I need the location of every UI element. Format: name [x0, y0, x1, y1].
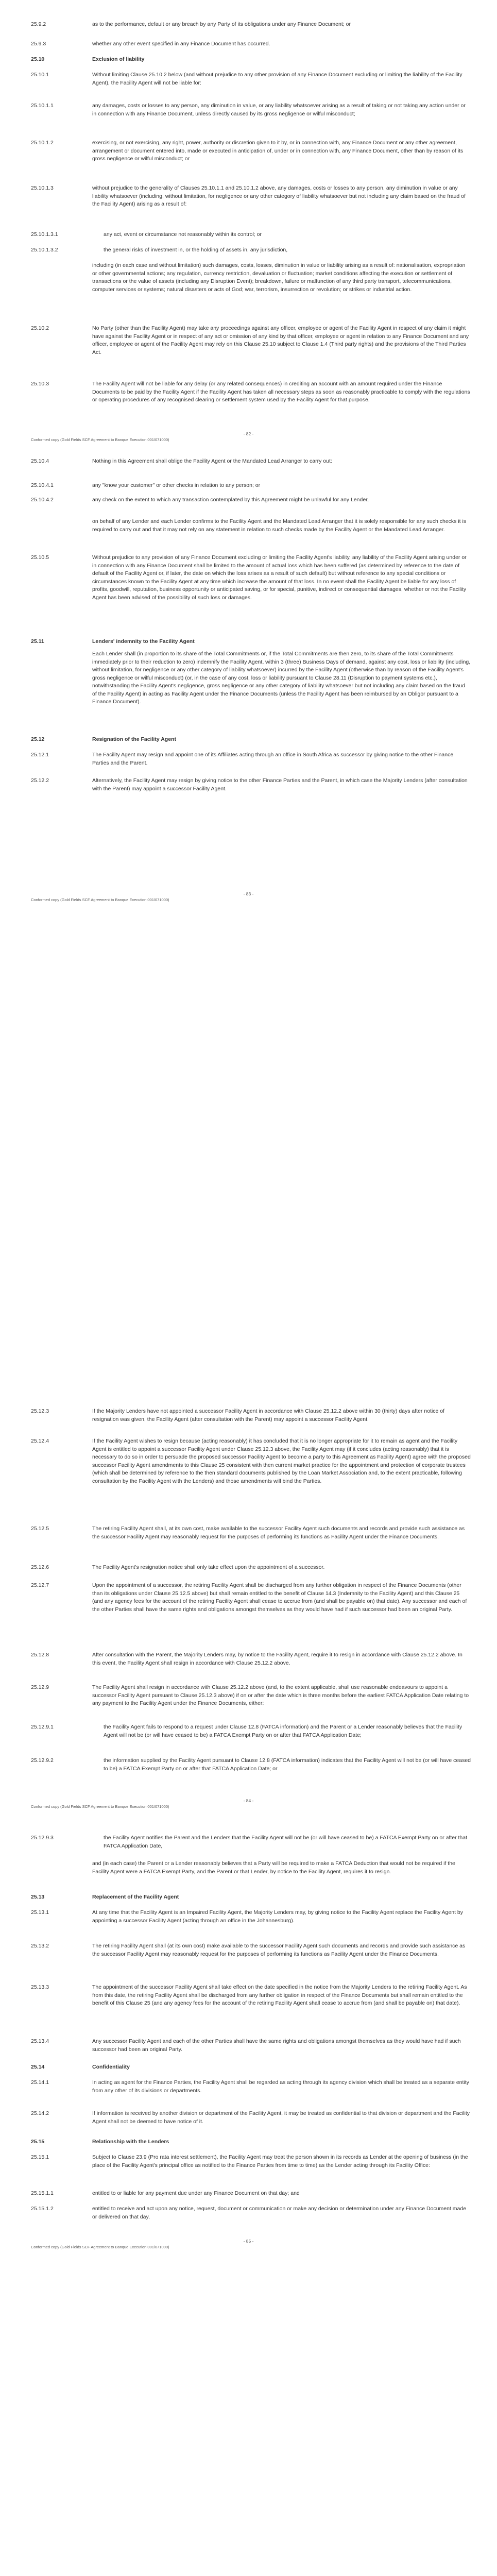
clause-text: the Facility Agent fails to respond to a request under Clause 12.8 (FATCA information) and the Parent or a Lender reasonably believes that the Facility Agent will not be (or will have ceased to be) a FATCA Exempt Party on or after that FATCA Application Date; [104, 1724, 462, 1738]
clause-text: as to the performance, default or any breach by any Party of its obligations under any Finance Document; or [92, 21, 351, 27]
page-number: - 84 - [243, 1798, 254, 1803]
clause-text: the Facility Agent notifies the Parent and the Lenders that the Facility Agent will not be (or will have ceased to be) a FATCA Exempt Party on or after that FATCA Application Date, [104, 1835, 468, 1849]
clause-text: Upon the appointment of a successor, the retiring Facility Agent shall be discharged from any further obligation in respect of the Finance Documents (other than its obligations under Clause 25.12.5 above) but shall remain entitled to the benefit of Clause 14.3 (Indemnity to the Facility Agent) and this Clause 25 (and any agency fees for the account of the retiring Facility Agent shall cease to accrue from (and shall be payable on) that date). Any successor and each of the other Parties shall have the same rights and obligations amongst themselves as they would have had if such successor had been an original Party. [92, 1582, 467, 1613]
clause-text: entitled to or liable for any payment due under any Finance Document on that day; and [92, 2190, 300, 2196]
clause-number: 25.12.6 [31, 1564, 49, 1570]
clause-text: After consultation with the Parent, the Majority Lenders may, by notice to the Facility Agent, require it to resign in accordance with Clause 25.12.2 above. In this event, the Facility Agent shall resign in accordance with Clause 25.12.2 above. [92, 1652, 462, 1666]
clause-number: 25.10.5 [31, 554, 49, 561]
clause-text: any check on the extent to which any transaction contemplated by this Agreement might be unlawful for any Lender, [92, 497, 369, 503]
clause-text: any act, event or circumstance not reasonably within its control; or [104, 231, 262, 238]
clause-text: The Facility Agent's resignation notice shall only take effect upon the appointment of a successor. [92, 1564, 325, 1570]
clause-text: At any time that the Facility Agent is an Impaired Facility Agent, the Majority Lenders may, by giving notice to the Facility Agent replace the Facility Agent by appointing a successor Facility Agent (acting through an office in the Johannesburg). [92, 1909, 463, 1924]
clause-text: on behalf of any Lender and each Lender confirms to the Facility Agent and the Mandated Lead Arranger that it is solely responsible for any such checks it is required to carry out and that it may not rely on any statement in relation to such checks made by the Facility Agent or the Mandated Lead Arranger. [92, 518, 467, 533]
clause-number: 25.10.4.1 [31, 482, 54, 488]
clause-number: 25.14.2 [31, 2110, 49, 2116]
clause-text: The retiring Facility Agent shall, at its own cost, make available to the successor Facility Agent such documents and records and provide such assistance as the successor Facility Agent may reasonably request for the purposes of performing its functions as Facility Agent under the Finance Documents. [92, 1526, 465, 1540]
page-number: - 83 - [243, 891, 254, 896]
clause-heading: Resignation of the Facility Agent [92, 736, 176, 742]
clause-number: 25.12.1 [31, 752, 49, 758]
clause-number: 25.10.3 [31, 381, 49, 387]
clause-text: In acting as agent for the Finance Parties, the Facility Agent shall be regarded as acting through its agency division which shall be treated as a separate entity from any other of its divisions or departments. [92, 2079, 469, 2094]
clause-number: 25.9.3 [31, 41, 46, 47]
clause-number: 25.12.9.2 [31, 1757, 54, 1764]
clause-number: 25.10.4.2 [31, 497, 54, 503]
clause-text: the information supplied by the Facility Agent pursuant to Clause 12.8 (FATCA information) indicates that the Facility Agent will not be (or will have ceased to be) a FATCA Exempt Party on or after that FATCA Application Date; or [104, 1757, 471, 1772]
clause-number: 25.12.4 [31, 1438, 49, 1444]
page-footer: Conformed copy (Gold Fields SCF Agreement to Banque Execution 001/071000) [31, 437, 169, 442]
page-footer: Conformed copy (Gold Fields SCF Agreement to Banque Execution 001/071000) [31, 897, 169, 902]
clause-text: and (in each case) the Parent or a Lender reasonably believes that a Party will be required to make a FATCA Deduction that would not be required if the Facility Agent were a FATCA Exempt Party, and the Parent or that Lender, by notice to the Facility Agent, requires it to resign. [92, 1860, 455, 1875]
clause-text: The Facility Agent shall resign in accordance with Clause 25.12.2 above (and, to the extent applicable, shall use reasonable endeavours to appoint a successor Facility Agent pursuant to Clause 25.12.3 above) if on or after the date which is three months before the earliest FATCA Application Date relating to any payment to the Facility Agent under the Finance Documents, either: [92, 1684, 469, 1706]
clause-number: 25.12.8 [31, 1652, 49, 1658]
clause-text: exercising, or not exercising, any right, power, authority or discretion given to it by, or in connection with, any Finance Document or any other agreement, arrangement or document entered into, made or executed in anticipation of, under or in connection with, any Finance Document, other than by reason of its gross negligence or wilful misconduct; or [92, 140, 464, 162]
clause-text: No Party (other than the Facility Agent) may take any proceedings against any officer, employee or agent of the Facility Agent in respect of any claim it might have against the Facility Agent or in respect of any act or omission of any kind by that officer, employee or agent in relation to any Finance Document and any officer, employee or agent of the Facility Agent may rely on this Clause 25.10 subject to Clause 1.4 (Third party rights) and the provisions of the Third Parties Act. [92, 325, 469, 355]
clause-number: 25.10.1.3.2 [31, 247, 58, 253]
page-footer: Conformed copy (Gold Fields SCF Agreement to Banque Execution 001/071000) [31, 1804, 169, 1809]
clause-number: 25.13.2 [31, 1943, 49, 1949]
clause-number: 25.10 [31, 56, 45, 62]
clause-number: 25.15.1 [31, 2154, 49, 2160]
clause-text: the general risks of investment in, or the holding of assets in, any jurisdiction, [104, 247, 288, 253]
clause-text: The retiring Facility Agent shall (at its own cost) make available to the successor Facility Agent such documents and records and provide such assistance as the successor Facility Agent may reasonably request for the purposes of performing its functions as Facility Agent under the Finance Documents. [92, 1943, 466, 1957]
clause-number: 25.10.1.1 [31, 103, 54, 109]
clause-text: The Facility Agent will not be liable for any delay (or any related consequences) in crediting an account with an amount required under the Finance Documents to be paid by the Facility Agent if the Facility Agent has taken all necessary steps as soon as reasonably practicable to comply with the regulations or operating procedures of any recognised clearing or settlement system used by the Facility Agent for that purpose. [92, 381, 470, 403]
clause-number: 25.12 [31, 736, 45, 742]
clause-heading: Relationship with the Lenders [92, 2139, 169, 2145]
clause-number: 25.10.1.2 [31, 140, 54, 146]
clause-text: If the Majority Lenders have not appointed a successor Facility Agent in accordance with Clause 25.12.2 above within 30 (thirty) days after notice of resignation was given, the Facility Agent (after consultation with the Parent) may appoint a successor Facility Agent. [92, 1408, 445, 1422]
clause-text: any damages, costs or losses to any person, any diminution in value, or any liability whatsoever arising as a result of taking or not taking any action under or in connection with any Finance Document, unless directly caused by its gross negligence or wilful misconduct; [92, 103, 466, 117]
page-footer: Conformed copy (Gold Fields SCF Agreement to Banque Execution 001/071000) [31, 2245, 169, 2249]
clause-number: 25.13.1 [31, 1909, 49, 1916]
clause-number: 25.15.1.1 [31, 2190, 54, 2196]
clause-number: 25.12.2 [31, 777, 49, 784]
clause-heading: Lenders' indemnity to the Facility Agent [92, 638, 195, 645]
clause-text: If information is received by another division or department of the Facility Agent, it may be treated as confidential to that division or department and the Facility Agent shall not be deemed to have notice of it. [92, 2110, 470, 2125]
clause-number: 25.13.3 [31, 1984, 49, 1990]
clause-text: entitled to receive and act upon any notice, request, document or communication or make any decision or determination under any Finance Document made or delivered on that day, [92, 2206, 467, 2220]
clause-number: 25.12.9.1 [31, 1724, 54, 1730]
clause-text: If the Facility Agent wishes to resign because (acting reasonably) it has concluded that it is no longer appropriate for it to remain as agent and the Facility Agent is entitled to appoint a successor Facility Agent under Clause 25.12.3 above, the Facility Agent may (if it concludes (acting reasonably) that it is necessary to do so in order to persuade the proposed successor Facility Agent to become a party to this Agreement as Facility Agent) agree with the proposed successor Facility Agent amendments to this Clause 25 consistent with then current market practice for the appointment and protection of corporate trustees (which shall be determined by reference to the then standard documents published by the Loan Market Association and, to the extent practicable, following consultation by the Facility Agent with the Lenders) and those amendments will bind the Parties. [92, 1438, 471, 1484]
clause-number: 25.12.5 [31, 1526, 49, 1532]
clause-number: 25.13 [31, 1894, 45, 1900]
clause-text: any "know your customer" or other checks in relation to any person; or [92, 482, 261, 488]
clause-text: Without prejudice to any provision of any Finance Document excluding or limiting the Facility Agent's liability, any liability of the Facility Agent arising under or in connection with any Finance Document shall be limited to the amount of actual loss which has been suffered (as determined by reference to the date of default of the Facility Agent or, if later, the date on which the loss arises as a result of such default) but without reference to any special conditions or circumstances known to the Facility Agent at any time which increase the amount of that loss. In no event shall the Facility Agent be liable for any loss of profits, goodwill, reputation, business opportunity or anticipated saving, or for special, punitive, indirect or consequential damages, whether or not the Facility Agent has been advised of the possibility of such loss or damages. [92, 554, 467, 601]
clause-text: whether any other event specified in any Finance Document has occurred. [92, 41, 270, 47]
clause-text: Without limiting Clause 25.10.2 below (and without prejudice to any other provision of any Finance Document excluding or limiting the liability of the Facility Agent), the Facility Agent will not be liable for: [92, 72, 462, 86]
clause-number: 25.14.1 [31, 2079, 49, 2086]
clause-text: The Facility Agent may resign and appoint one of its Affiliates acting through an office in South Africa as successor by giving notice to the other Finance Parties and the Parent. [92, 752, 454, 766]
clause-number: 25.15 [31, 2139, 45, 2145]
clause-text: Subject to Clause 23.9 (Pro rata interest settlement), the Facility Agent may treat the person shown in its records as Lender at the opening of business (in the place of the Facility Agent's principal office as notified to the Finance Parties from time to time) as the Lender acting through its Facility Office: [92, 2154, 468, 2168]
clause-heading: Confidentiality [92, 2064, 130, 2070]
clause-number: 25.12.7 [31, 1582, 49, 1588]
clause-number: 25.13.4 [31, 2038, 49, 2044]
clause-heading: Exclusion of liability [92, 56, 145, 62]
clause-number: 25.11 [31, 638, 44, 645]
clause-number: 25.12.9.3 [31, 1835, 54, 1841]
clause-text: including (in each case and without limitation) such damages, costs, losses, diminution in value or liability arising as a result of: nationalisation, expropriation or other governmental actions; any regulation, currency restriction, devaluation or fluctuation; market conditions affecting the execution or settlement of transactions or the value of assets (including any Disruption Event); breakdown, failure or malfunction of any third party transport, telecommunications, computer services or systems; natural disasters or acts of God; war, terrorism, insurrection or revolution; or strikes or industrial action. [92, 262, 466, 293]
clause-number: 25.10.1.3 [31, 185, 54, 191]
clause-text: Any successor Facility Agent and each of the other Parties shall have the same rights and obligations amongst themselves as they would have had if such successor had been an original Party. [92, 2038, 461, 2053]
clause-text: without prejudice to the generality of Clauses 25.10.1.1 and 25.10.1.2 above, any damages, costs or losses to any person, any diminution in value or any liability whatsoever (including, without limitation, for negligence or any other category of liability whatsoever but not including any claim based on the fraud of the Facility Agent) arising as a result of: [92, 185, 466, 207]
page-number: - 85 - [243, 2239, 254, 2244]
clause-number: 25.14 [31, 2064, 45, 2070]
clause-number: 25.15.1.2 [31, 2206, 54, 2212]
clause-number: 25.9.2 [31, 21, 46, 27]
clause-number: 25.10.2 [31, 325, 49, 331]
clause-heading: Replacement of the Facility Agent [92, 1894, 179, 1900]
clause-text: Nothing in this Agreement shall oblige the Facility Agent or the Mandated Lead Arranger to carry out: [92, 458, 332, 464]
clause-text: The appointment of the successor Facility Agent shall take effect on the date specified in the notice from the Majority Lenders to the retiring Facility Agent. As from this date, the retiring Facility Agent shall be discharged from any further obligation in respect of the Finance Documents but shall remain entitled to the benefit of this Clause 25 (and any agency fees for the account of the retiring Facility Agent shall cease to accrue from (and shall be payable on) that date). [92, 1984, 467, 2006]
clause-text: Alternatively, the Facility Agent may resign by giving notice to the other Finance Parties and the Parent, in which case the Majority Lenders (after consultation with the Parent) may appoint a successor Facility Agent. [92, 777, 468, 792]
clause-number: 25.12.9 [31, 1684, 49, 1690]
clause-text: Each Lender shall (in proportion to its share of the Total Commitments or, if the Total Commitments are then zero, to its share of the Total Commitments immediately prior to their reduction to zero) indemnify the Facility Agent, within 3 (three) Business Days of demand, against any cost, loss or liability (including, without limitation, for negligence or any other category of liability whatsoever) incurred by the Facility Agent (otherwise than by reason of the Facility Agent's gross negligence or wilful misconduct) (or, in the case of any cost, loss or liability pursuant to Clause 28.11 (Disruption to payment systems etc.), notwithstanding the Facility Agent's negligence, gross negligence or any other category of liability whatsoever but not including any claim based on the fraud of the Facility Agent) in acting as Facility Agent under the Finance Documents (unless the Facility Agent has been reimbursed by an Obligor pursuant to a Finance Document). [92, 651, 471, 705]
clause-number: 25.12.3 [31, 1408, 49, 1414]
clause-number: 25.10.1.3.1 [31, 231, 58, 238]
clause-number: 25.10.4 [31, 458, 49, 464]
page-number: - 82 - [243, 431, 254, 436]
clause-number: 25.10.1 [31, 72, 49, 78]
